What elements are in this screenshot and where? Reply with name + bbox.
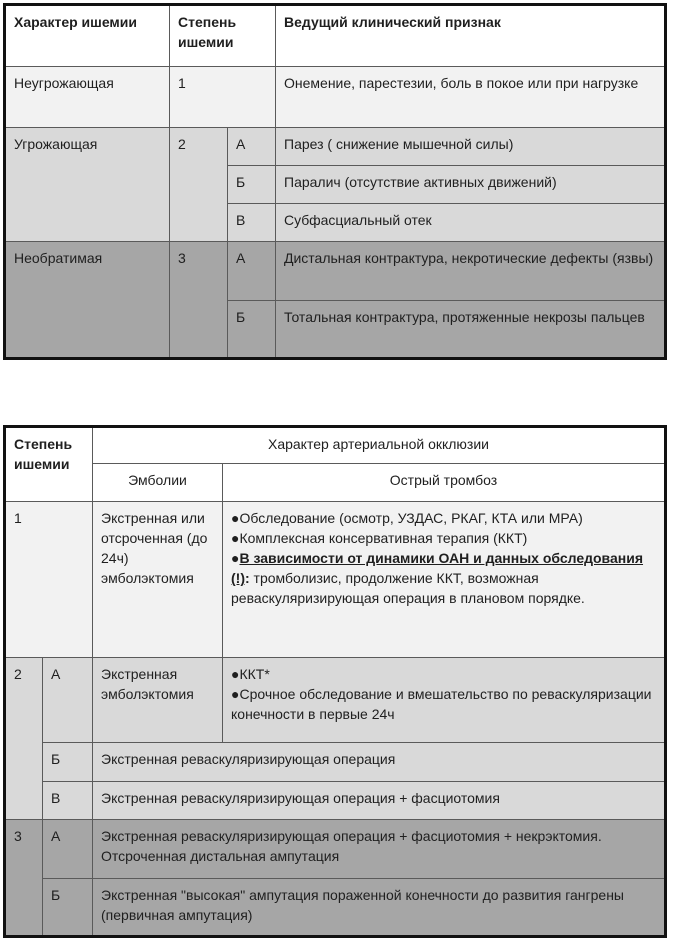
bullet-item: ●ККТ* — [231, 666, 270, 683]
cell-sign: Онемение, парестезии, боль в покое или при нагрузке — [276, 67, 666, 127]
cell-subdegree: А — [43, 658, 93, 743]
cell-thrombosis — [223, 658, 666, 743]
cell-sign: Субфасциальный отек — [276, 204, 666, 242]
cell-subdegree: А — [228, 127, 276, 165]
cell-subdegree: А — [228, 242, 276, 300]
cell-sign: Тотальная контрактура, протяженные некрозы пальцев — [276, 300, 666, 358]
cell-thrombosis — [223, 501, 666, 657]
cell-type: Угрожающая — [5, 127, 170, 242]
header-ischemia-type: Характер ишемии — [5, 5, 170, 67]
cell-type: Неугрожающая — [5, 67, 170, 127]
header-embolism: Эмболии — [93, 464, 223, 501]
cell-sign: Дистальная контрактура, некротические дефекты (язвы) — [276, 242, 666, 300]
cell-treatment: Экстренная реваскуляризирующая операция + фасциотомия — [93, 781, 666, 820]
bullet-item: ●Срочное обследование и вмешательство по реваскуляризации конечности в первые 24ч — [231, 686, 652, 723]
cell-degree: 1 — [170, 67, 276, 127]
cell-treatment: Экстренная реваскуляризирующая операция — [93, 743, 666, 782]
ischemia-classification-table — [3, 3, 667, 360]
cell-subdegree: В — [228, 204, 276, 242]
cell-degree: 3 — [170, 242, 228, 359]
cell-treatment: Экстренная реваскуляризирующая операция + фасциотомия + некрэктомия. Отсроченная дистальная ампутация — [93, 820, 666, 878]
header-ischemia-degree: Степень ишемии — [5, 427, 93, 502]
cell-embolism: Экстренная эмболэктомия — [93, 658, 223, 743]
cell-subdegree: Б — [43, 878, 93, 936]
header-ischemia-degree: Степень ишемии — [170, 5, 276, 67]
cell-degree: 2 — [5, 658, 43, 820]
cell-degree: 2 — [170, 127, 228, 242]
cell-subdegree: В — [43, 781, 93, 820]
cell-embolism: Экстренная или отсроченная (до 24ч) эмболэктомия — [93, 501, 223, 657]
header-clinical-sign: Ведущий клинический признак — [276, 5, 666, 67]
cell-subdegree: Б — [228, 165, 276, 203]
cell-treatment: Экстренная "высокая" ампутация пораженной конечности до развития гангрены (первичная ампутация) — [93, 878, 666, 936]
bullet-item: ●В зависимости от динамики ОАН и данных обследования (!): тромболизис, продолжение ККТ, возможная реваскуляризирующая операция в плановом порядке. — [231, 549, 644, 606]
cell-type: Необратимая — [5, 242, 170, 359]
cell-sign: Паралич (отсутствие активных движений) — [276, 165, 666, 203]
header-thrombosis: Острый тромбоз — [223, 464, 666, 501]
header-occlusion-type: Характер артериальной окклюзии — [93, 427, 666, 464]
cell-degree: 3 — [5, 820, 43, 937]
cell-sign: Парез ( снижение мышечной силы) — [276, 127, 666, 165]
emphasis-text: В зависимости от динамики ОАН и данных обследования (!) — [231, 549, 644, 586]
treatment-tactics-table — [3, 425, 667, 938]
cell-subdegree: А — [43, 820, 93, 878]
bullet-item: ●Обследование (осмотр, УЗДАС, РКАГ, КТА или МРА) — [231, 509, 583, 526]
cell-subdegree: Б — [228, 300, 276, 358]
cell-subdegree: Б — [43, 743, 93, 782]
cell-degree: 1 — [5, 501, 93, 657]
bullet-item: ●Комплексная консервативная терапия (ККТ) — [231, 529, 528, 546]
